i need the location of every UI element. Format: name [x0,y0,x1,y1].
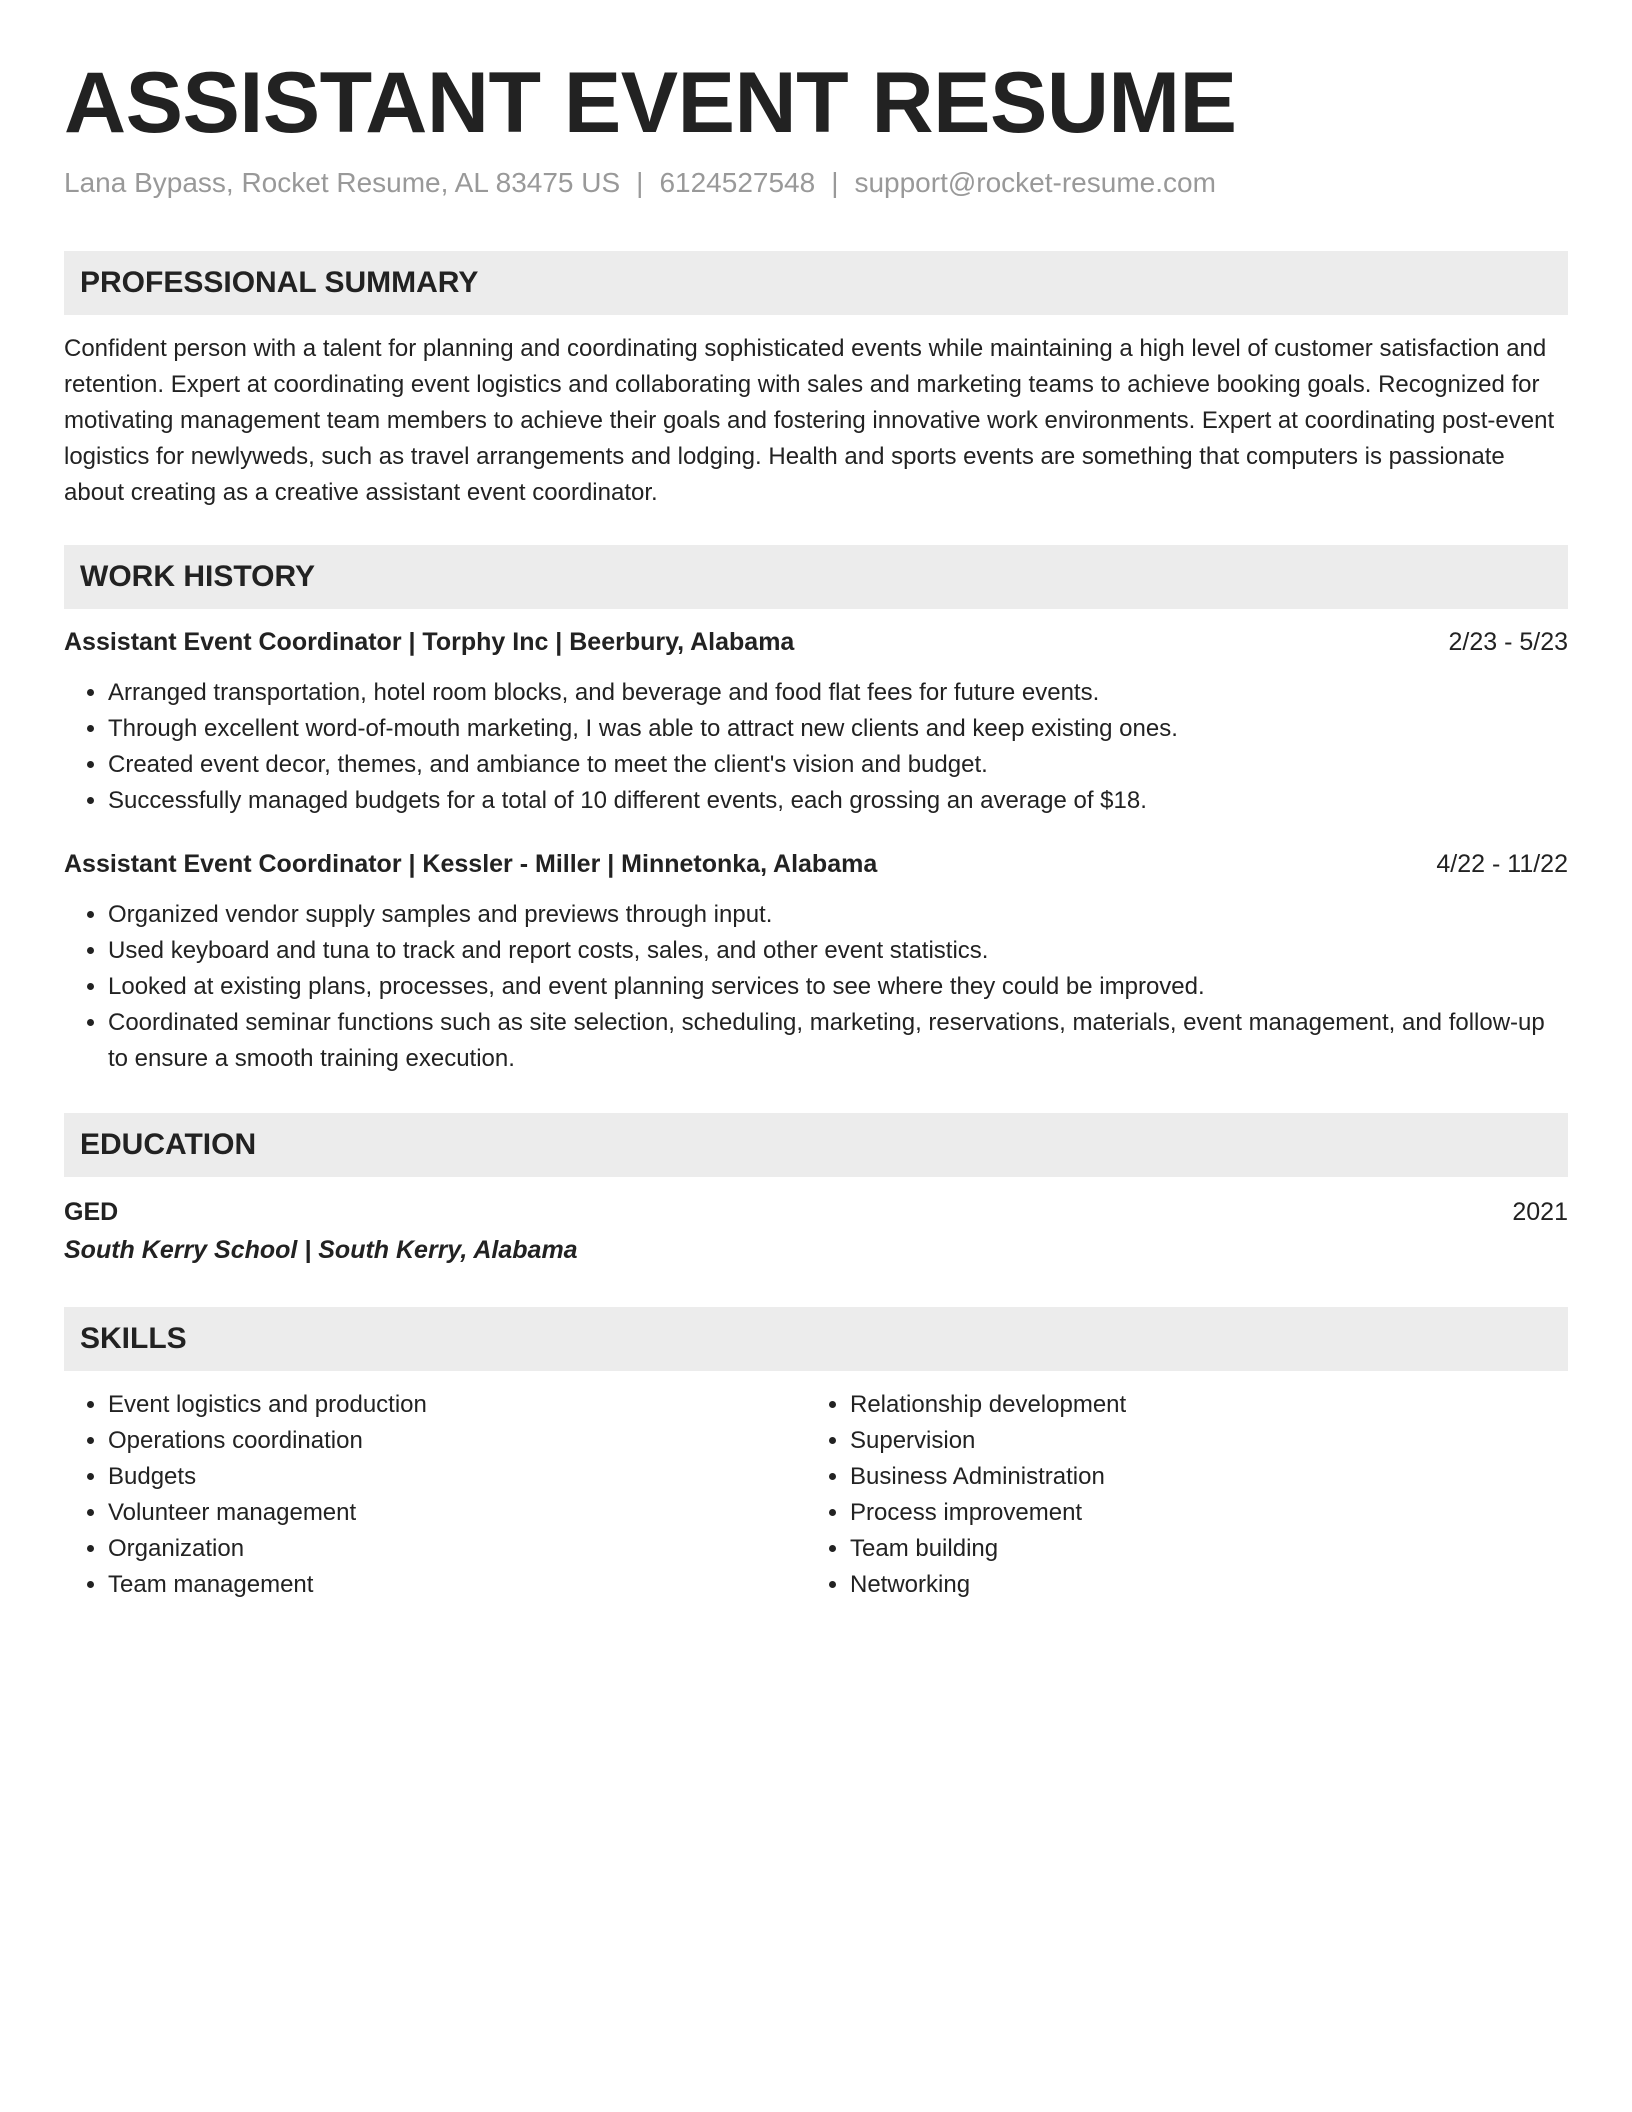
education-year: 2021 [1512,1197,1568,1226]
job-dates: 2/23 - 5/23 [1448,627,1568,656]
section-header-skills: SKILLS [64,1307,1568,1371]
job-bullet: • Successfully managed budgets for a total of 10 different events, each grossing an average of $18. [108,783,1568,819]
summary-text: Confident person with a talent for planning and coordinating sophisticated events while maintaining a high level of customer satisfaction and retention. Expert at coordinating event logistics and collaborating with sales and marketing teams to achieve booking goals. Recognized for motivating management team members to achieve their goals and fostering innovative work environments. Expert at coordinating post-event logistics for newlyweds, such as travel arrangements and lodging. Health and sports events are something that computers is passionate about creating as a creative assistant event coordinator. [64,334,1555,506]
job-title: Assistant Event Coordinator | Kessler - Miller | Minnetonka, Alabama [64,849,878,878]
skill-item: • Event logistics and production [108,1387,806,1423]
job-bullet-list [64,897,1568,1077]
skills-column-left [64,1387,806,1603]
skill-item: • Team management [108,1567,806,1603]
skill-item: • Process improvement [850,1495,1548,1531]
skill-item: • Organization [108,1531,806,1567]
skills-list [806,1387,1548,1603]
section-header-education: EDUCATION [64,1113,1568,1177]
skill-item: • Relationship development [850,1387,1548,1423]
contact-address: Lana Bypass, Rocket Resume, AL 83475 US [64,166,621,198]
job-bullet: • Arranged transportation, hotel room blocks, and beverage and food flat fees for future events. [108,675,1568,711]
job-header [64,847,1568,881]
job-bullet: • Looked at existing plans, processes, and event planning services to see where they could be improved. [108,969,1568,1005]
job-dates: 4/22 - 11/22 [1436,849,1568,878]
skill-item: • Operations coordination [108,1423,806,1459]
contact-separator: | [831,166,839,198]
job-bullet: • Used keyboard and tuna to track and report costs, sales, and other event statistics. [108,933,1568,969]
section-header-work-history: WORK HISTORY [64,545,1568,609]
education-header [64,1193,1568,1231]
education-degree: GED [64,1197,119,1226]
skills-columns [64,1387,1568,1603]
contact-separator: | [636,166,644,198]
job-bullet: • Organized vendor supply samples and previews through input. [108,897,1568,933]
skill-item: • Supervision [850,1423,1548,1459]
contact-email: support@rocket-resume.com [854,166,1216,198]
skill-item: • Networking [850,1567,1548,1603]
skills-list [64,1387,806,1603]
skill-item: • Team building [850,1531,1548,1567]
education-school: South Kerry School | South Kerry, Alabama [64,1235,578,1264]
contact-phone: 6124527548 [659,166,816,198]
skill-item: • Budgets [108,1459,806,1495]
skills-column-right [806,1387,1548,1603]
job-header [64,625,1568,659]
job-entry [64,625,1568,819]
skill-item: • Business Administration [850,1459,1548,1495]
contact-line [64,165,1568,201]
job-bullet-list [64,675,1568,819]
job-bullet: • Coordinated seminar functions such as site selection, scheduling, marketing, reservations, materials, event management, and follow-up to ensure a smooth training execution. [108,1005,1568,1077]
section-header-summary: PROFESSIONAL SUMMARY [64,251,1568,315]
job-title: Assistant Event Coordinator | Torphy Inc | Beerbury, Alabama [64,627,795,656]
job-entry [64,847,1568,1077]
resume-title: ASSISTANT EVENT RESUME [64,55,1237,151]
job-bullet: • Through excellent word-of-mouth marketing, I was able to attract new clients and keep existing ones. [108,711,1568,747]
job-bullet: • Created event decor, themes, and ambiance to meet the client's vision and budget. [108,747,1568,783]
skill-item: • Volunteer management [108,1495,806,1531]
